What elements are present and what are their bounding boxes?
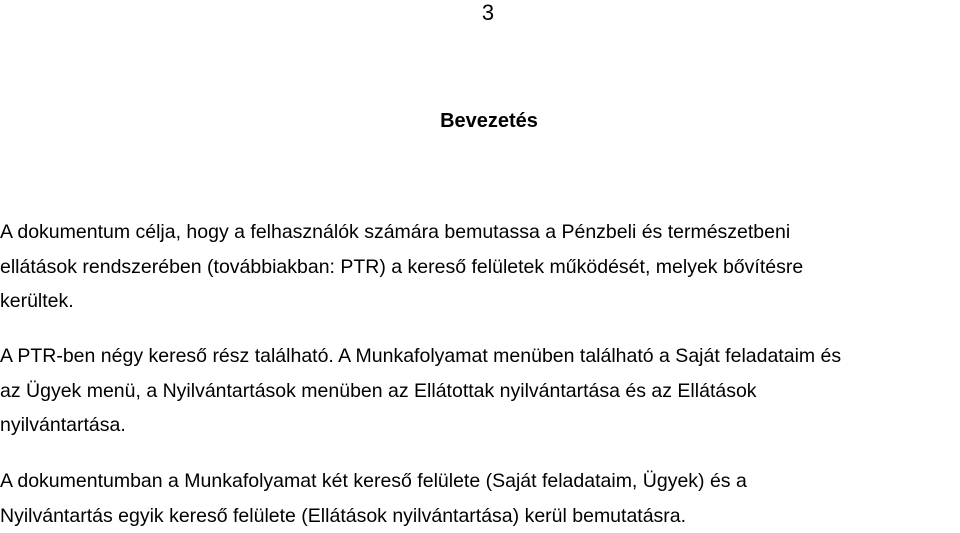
paragraph-line: A PTR-ben négy kereső rész található. A Munkafolyamat menüben található a Saját feladataim és	[0, 339, 960, 374]
paragraph-line: kerültek.	[0, 284, 960, 319]
paragraph-line: Nyilvántartás egyik kereső felülete (Ellátások nyilvántartása) kerül bemutatásra.	[0, 499, 960, 533]
paragraph-purpose	[0, 215, 960, 319]
paragraph-line: A dokumentum célja, hogy a felhasználók számára bemutassa a Pénzbeli és természetbeni	[0, 215, 960, 250]
paragraph-search-parts	[0, 339, 960, 443]
paragraph-line: nyilvántartása.	[0, 408, 960, 443]
paragraph-scope	[0, 464, 960, 533]
page-number: 3	[0, 0, 960, 26]
paragraph-line: az Ügyek menü, a Nyilvántartások menüben az Ellátottak nyilvántartása és az Ellátások	[0, 374, 960, 409]
paragraph-line: ellátások rendszerében (továbbiakban: PTR) a kereső felületek működését, melyek bővítésre	[0, 250, 960, 285]
paragraph-line: A dokumentumban a Munkafolyamat két kereső felülete (Saját feladataim, Ügyek) és a	[0, 464, 960, 499]
section-heading: Bevezetés	[0, 108, 960, 134]
